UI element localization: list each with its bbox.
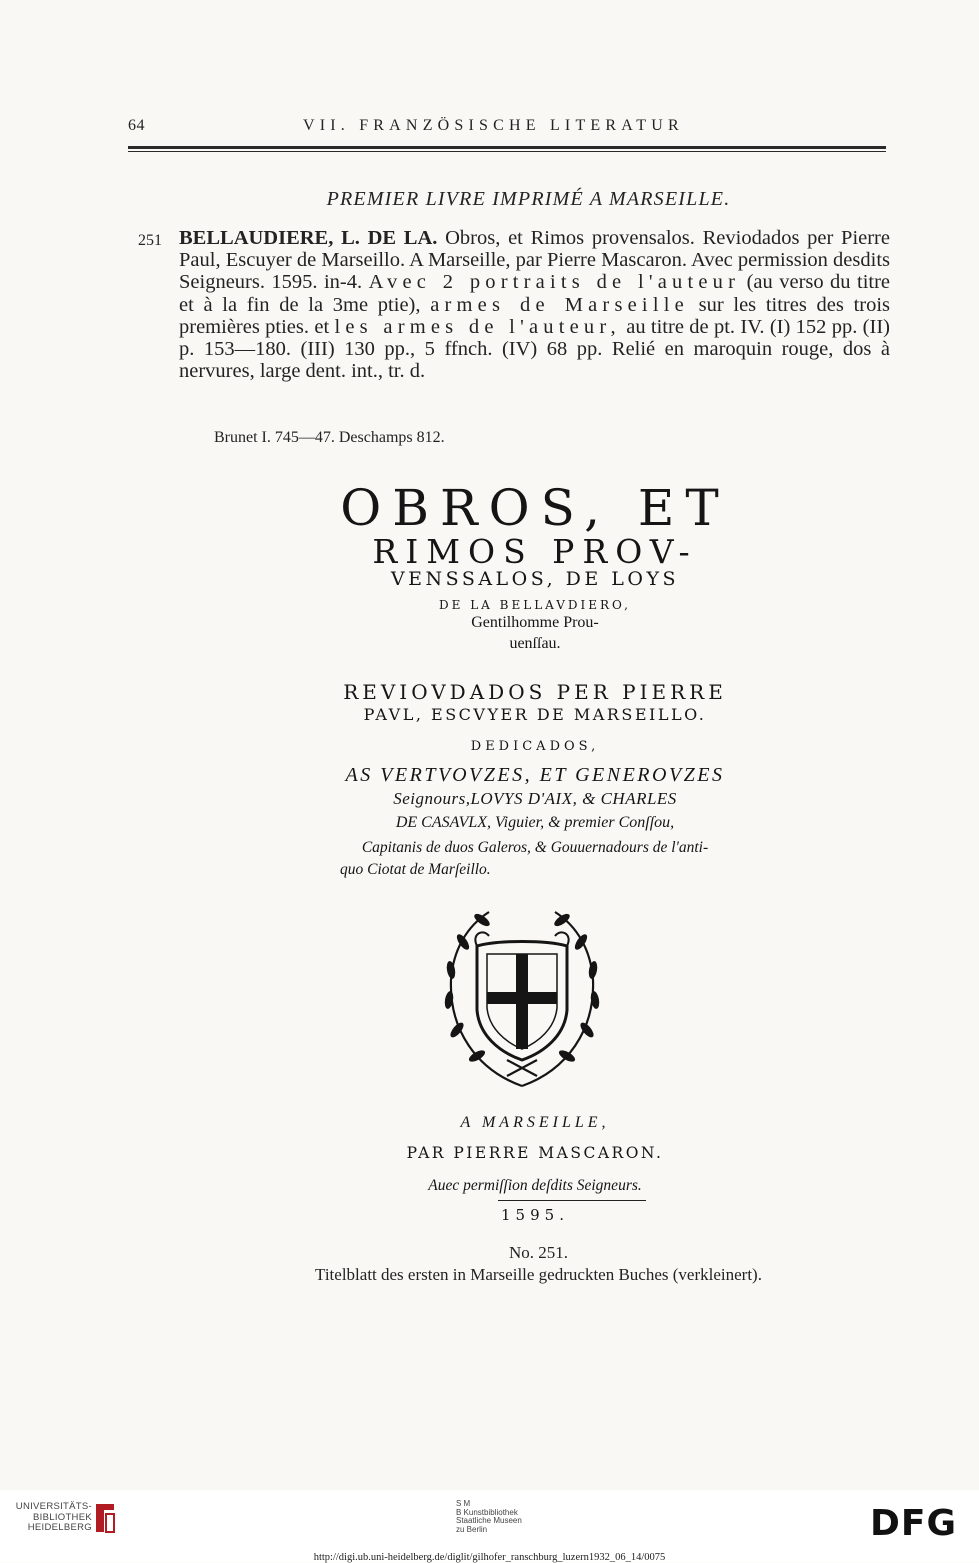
digitization-footer bbox=[0, 1490, 979, 1561]
facsimile-title-line-9: DEDICADOS, bbox=[470, 739, 600, 754]
entry-spaced-2: armes de Marseille bbox=[430, 293, 689, 316]
facsimile-dedication-line-3: DE CASAVLX, Viguier, & premier Conſſou, bbox=[395, 814, 675, 831]
dfg-logo: DFG bbox=[870, 1503, 958, 1544]
facsimile-dedication-line-2: Seignours,LOVYS D'AIX, & CHARLES bbox=[393, 789, 677, 808]
figure-number: No. 251. bbox=[508, 1243, 569, 1262]
catalog-heading: PREMIER LIVRE IMPRIMÉ A MARSEILLE. bbox=[326, 188, 731, 210]
library-name-line-1: UNIVERSITÄTS- bbox=[15, 1501, 92, 1512]
facsimile-dedication-line-1: AS VERTVOVZES, ET GENEROVZES bbox=[345, 764, 725, 786]
partner-line-2: B Kunstbibliothek bbox=[456, 1507, 518, 1517]
university-logo-icon bbox=[92, 1500, 118, 1536]
partner-line-3: Staatliche Museen bbox=[456, 1516, 522, 1526]
partner-line-4: zu Berlin bbox=[456, 1524, 488, 1534]
entry-description bbox=[179, 227, 890, 382]
imprint-printer: PAR PIERRE MASCARON. bbox=[406, 1144, 664, 1162]
facsimile-title-line-7: REVIOVDADOS PER PIERRE bbox=[343, 680, 727, 704]
partner-line-1: S M bbox=[456, 1499, 471, 1508]
entry-number: 251 bbox=[138, 232, 162, 249]
facsimile-dedication-line-5: quo Ciotat de Marſeillo. bbox=[340, 861, 491, 878]
facsimile-title-line-2: RIMOS PROV- bbox=[372, 532, 698, 571]
running-head bbox=[128, 117, 886, 139]
bibliographic-reference: Brunet I. 745—47. Deschamps 812. bbox=[214, 429, 445, 446]
header-rule-thin bbox=[128, 151, 886, 152]
title-page-facsimile bbox=[300, 480, 770, 1240]
facsimile-dedication-line-4: Capitanis de duos Galeros, & Gouuernadours de l'anti- bbox=[361, 839, 709, 856]
entry-spaced-1: Avec 2 portraits de l'auteur bbox=[368, 271, 741, 294]
entry-author: BELLAUDIERE, L. DE LA. bbox=[179, 227, 438, 249]
library-name-line-3: HEIDELBERG bbox=[27, 1522, 92, 1533]
library-name-line-2: BIBLIOTHEK bbox=[33, 1511, 92, 1523]
facsimile-title-line-3: VENSSALOS, DE LOYS bbox=[390, 568, 680, 590]
entry-text-b: (au verso du titre et à la fin de la 3me ptie), bbox=[179, 271, 891, 316]
facsimile-title-line-1: OBROS, ET bbox=[340, 479, 730, 537]
entry-text-a: Obros, et Rimos provensalos. Reviodados per Pierre Paul, Escuyer de Marseillo. A Marseille, par Pierre Mascaron. Avec permission desdits Seigneurs. 1595. in-4. bbox=[179, 227, 890, 294]
facsimile-title-line-8: PAVL, ESCVYER DE MARSEILLO. bbox=[363, 705, 707, 724]
header-rule-thick bbox=[128, 146, 886, 149]
figure-caption: Titelblatt des ersten in Marseille gedruckten Buches (verkleinert). bbox=[315, 1265, 762, 1284]
university-library-name bbox=[12, 1502, 92, 1534]
section-title: VII. FRANZÖSISCHE LITERATUR bbox=[303, 117, 684, 134]
imprint-place: A MARSEILLE, bbox=[460, 1114, 610, 1131]
entry-text-c: sur les titres des trois premières pties. et bbox=[179, 293, 891, 338]
imprint-rule bbox=[498, 1200, 646, 1201]
marseille-coat-of-arms-icon bbox=[437, 900, 607, 1092]
entry-spaced-3: les armes de l'auteur, bbox=[334, 315, 621, 338]
facsimile-title-line-4: DE LA BELLAVDIERO, bbox=[439, 598, 631, 612]
source-url-link[interactable]: http://digi.ub.uni-heidelberg.de/diglit/gilhofer_ranschburg_luzern1932_06_14/0075 bbox=[313, 1552, 666, 1563]
facsimile-title-line-6: uenſſau. bbox=[509, 635, 561, 652]
imprint-year: 1595. bbox=[501, 1206, 569, 1224]
partner-institution bbox=[456, 1500, 522, 1534]
entry-text-d: au titre de pt. IV. (I) 152 pp. (II) p. 153—180. (III) 130 pp., 5 ffnch. (IV) 68 pp. Relié en maroquin rouge, dos à nervures, large dent. int., tr. d. bbox=[179, 315, 890, 383]
facsimile-title-line-5: Gentilhomme Prou- bbox=[471, 614, 599, 631]
imprint-permission: Auec permiſſion deſdits Seigneurs. bbox=[428, 1177, 642, 1194]
page-number: 64 bbox=[128, 117, 145, 134]
